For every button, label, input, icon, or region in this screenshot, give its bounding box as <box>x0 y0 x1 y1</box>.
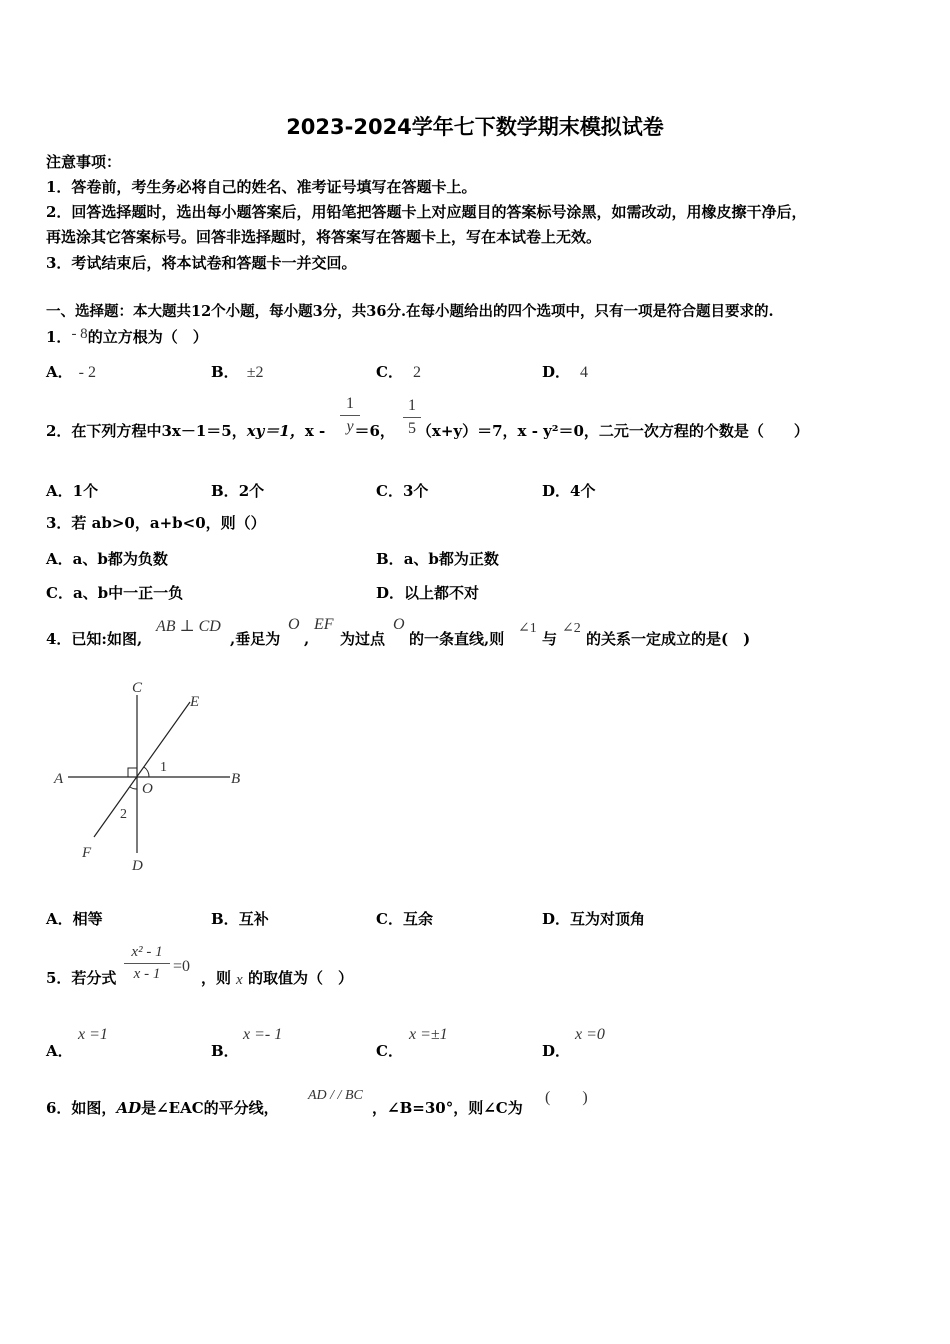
q5-option-a-label[interactable]: A． <box>46 1042 73 1060</box>
fraction-bar <box>340 415 360 416</box>
q4-part: 与 <box>542 630 558 648</box>
q2-eq4: （x+y）＝7，x - y²＝0， <box>416 422 599 440</box>
q2-tail: 二元一次方程的个数是（ ） <box>598 422 809 440</box>
angle-2-arc <box>130 787 137 789</box>
q2-option-c[interactable]: C．3个 <box>376 482 429 500</box>
q1-option-d[interactable]: D． 4 <box>542 363 589 381</box>
frac-numerator: x² - 1 <box>131 944 163 960</box>
q5-option-a-value[interactable]: x =1 <box>78 1026 108 1043</box>
q4-part: 的关系一定成立的是( ) <box>586 630 751 648</box>
notes-item: 3．考试结束后，将本试卷和答题卡一并交回。 <box>46 254 357 272</box>
q5-part: 5．若分式 <box>46 969 117 987</box>
q6-part: 是∠EAC的平分线， <box>141 1099 279 1117</box>
q4-math-ef: EF <box>314 616 334 633</box>
q6-ad: AD <box>116 1099 142 1117</box>
q5-option-b-label[interactable]: B． <box>211 1042 239 1060</box>
frac-denominator: y <box>346 418 354 435</box>
label-c: C <box>132 680 143 696</box>
q2-eq3a: x - <box>304 422 331 440</box>
label-d: D <box>132 858 143 874</box>
q2-eq1: 3x－1＝5， <box>161 422 247 440</box>
frac-denominator: x - 1 <box>133 966 161 982</box>
notes-item: 1．答卷前，考生务必将自己的姓名、准考证号填写在答题卡上。 <box>46 178 477 196</box>
q1-option-c[interactable]: C． 2 <box>376 363 421 381</box>
line-ef <box>94 702 190 837</box>
frac-numerator: 1 <box>408 397 416 414</box>
q4-option-b[interactable]: B．互补 <box>211 910 269 928</box>
q1-text: 的立方根为（ ） <box>87 328 208 346</box>
q5-option-d-value[interactable]: x =0 <box>575 1026 605 1043</box>
label-angle-2: 2 <box>120 807 127 822</box>
q1-option-a[interactable]: A． - 2 <box>46 363 96 381</box>
q5-option-b-value[interactable]: x =- 1 <box>243 1026 283 1043</box>
q6-part: ，∠B=30°，则∠C为 <box>372 1099 523 1117</box>
right-angle-mark <box>128 768 137 777</box>
q2-fraction-1-over-y <box>340 395 360 436</box>
q4-math-ab-perp-cd: AB ⊥ CD <box>156 618 221 635</box>
q4-math-angle1: ∠1 <box>518 621 537 636</box>
section-header: 一、选择题：本大题共12个小题，每小题3分，共36分.在每小题给出的四个选项中，只有一项是符合题目要求的. <box>46 303 774 320</box>
page-title: 2023-2024学年七下数学期末模拟试卷 <box>286 115 664 139</box>
frac-numerator: 1 <box>346 395 354 412</box>
q4-option-d[interactable]: D．互为对顶角 <box>542 910 646 928</box>
q4-option-a[interactable]: A．相等 <box>46 910 103 928</box>
q5-part: ，则 <box>201 969 232 987</box>
q4-geometry-figure <box>48 675 258 875</box>
q5-var: x <box>236 972 243 988</box>
angle-1-arc <box>144 767 149 777</box>
q1-option-b[interactable]: B． ±2 <box>211 363 264 381</box>
q6-answer-bracket: ( ) <box>545 1089 588 1106</box>
label-o: O <box>142 781 153 797</box>
q4-option-c[interactable]: C．互余 <box>376 910 433 928</box>
q5-equals-zero: =0 <box>173 958 191 975</box>
q4-math-o: O <box>393 616 405 633</box>
q2-eq2: xy＝1， <box>246 422 305 440</box>
q5-option-c-value[interactable]: x =±1 <box>409 1026 448 1043</box>
q5-fraction <box>124 944 170 983</box>
label-a: A <box>54 771 64 787</box>
q2-fraction-1-over-5 <box>403 397 421 438</box>
q2-option-d[interactable]: D．4个 <box>542 482 596 500</box>
q4-part: ,垂足为 <box>230 630 281 648</box>
q1-expr: - 8 <box>71 326 88 342</box>
q4-math-o: O <box>288 616 300 633</box>
notes-heading: 注意事项： <box>46 153 122 171</box>
q4-part: , <box>304 630 310 648</box>
q1-stem <box>46 327 208 348</box>
q2-option-a[interactable]: A．1个 <box>46 482 99 500</box>
notes-item: 2．回答选择题时，选出每小题答案后，用铅笔把答题卡上对应题目的答案标号涂黑，如需改动，用橡皮擦干净后， <box>46 203 807 221</box>
label-angle-1: 1 <box>160 760 167 775</box>
q1-number: 1． <box>46 328 72 346</box>
q3-option-b[interactable]: B．a、b都为正数 <box>376 550 499 568</box>
q4-part: 为过点 <box>340 630 386 648</box>
label-b: B <box>231 771 241 787</box>
q2-eq3b: ＝6， <box>354 422 395 440</box>
q3-stem: 3．若 ab>0，a+b<0，则（） <box>46 514 266 532</box>
q6-part: 6．如图， <box>46 1099 117 1117</box>
frac-denominator: 5 <box>408 420 416 437</box>
q5-option-c-label[interactable]: C． <box>376 1042 403 1060</box>
label-e: E <box>190 694 200 710</box>
q2-lead: 2．在下列方程中 <box>46 422 162 440</box>
q5-part: 的取值为（ ） <box>248 969 354 987</box>
q3-option-c[interactable]: C．a、b中一正一负 <box>46 584 184 602</box>
q3-option-a[interactable]: A．a、b都为负数 <box>46 550 168 568</box>
q2-stem <box>46 421 809 441</box>
fraction-bar <box>403 417 421 418</box>
q3-option-d[interactable]: D．以上都不对 <box>376 584 480 602</box>
q2-option-b[interactable]: B．2个 <box>211 482 265 500</box>
q4-part: 4．已知:如图, <box>46 630 143 648</box>
q6-math-ad-parallel-bc: AD / / BC <box>308 1088 363 1103</box>
label-f: F <box>82 845 92 861</box>
q5-option-d-label[interactable]: D． <box>542 1042 571 1060</box>
q4-part: 的一条直线,则 <box>409 630 505 648</box>
fraction-bar <box>124 963 170 964</box>
notes-item: 再选涂其它答案标号。回答非选择题时，将答案写在答题卡上，写在本试卷上无效。 <box>46 228 602 246</box>
q4-math-angle2: ∠2 <box>562 621 581 636</box>
q6-stem <box>46 1098 279 1118</box>
